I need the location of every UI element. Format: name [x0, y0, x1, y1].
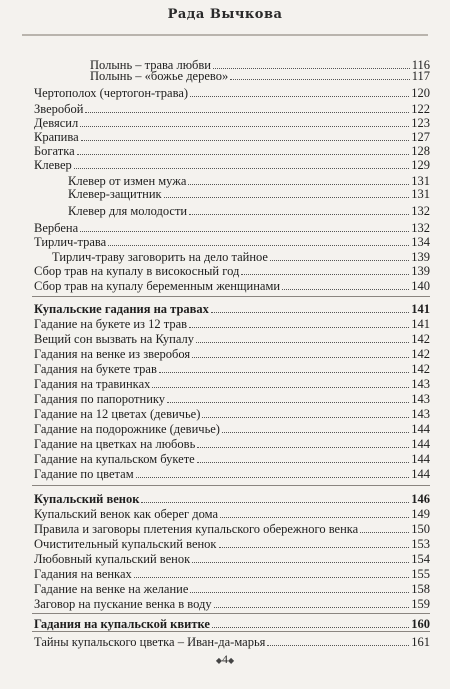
- dot-leader: [220, 516, 409, 518]
- toc-entry-page: 144: [411, 437, 430, 451]
- author-name: Рада Вычкова: [167, 7, 283, 22]
- section-divider: [32, 485, 430, 486]
- toc-entry-page: 141: [411, 317, 430, 331]
- toc-entry-page: 159: [411, 597, 430, 611]
- toc-entry-title: Девясил: [34, 116, 79, 130]
- toc-entry-title: Полынь – «божье дерево»: [90, 69, 229, 83]
- toc-entry-title: Любовный купальский венок: [34, 552, 191, 566]
- ornament-right-icon: ◆: [228, 656, 235, 665]
- toc-entry-title: Гадание на венке на желание: [34, 582, 189, 596]
- toc-entry-title: Вербена: [34, 221, 79, 235]
- dot-leader: [360, 531, 409, 533]
- toc-entry-title: Клевер для молодости: [68, 204, 188, 218]
- toc-entry-page: 120: [411, 86, 430, 100]
- dot-leader: [85, 111, 409, 113]
- dot-leader: [270, 259, 409, 261]
- section-divider: [32, 631, 430, 632]
- toc-entry-title: Чертополох (чертогон-трава): [34, 86, 189, 100]
- running-header: [22, 0, 428, 36]
- toc-entry-title: Тайны купальского цветка – Иван-да-марья: [34, 635, 266, 649]
- dot-leader: [136, 476, 410, 478]
- toc-entry-page: 144: [411, 422, 430, 436]
- dot-leader: [77, 153, 410, 155]
- toc-entry[interactable]: [0, 85, 450, 102]
- toc-entry-page: 154: [411, 552, 430, 566]
- dot-leader: [108, 244, 409, 246]
- toc-entry-title: Гадание на купальском букете: [34, 452, 195, 466]
- toc-entry-page: 116: [411, 58, 430, 72]
- toc-entry-page: 150: [411, 522, 430, 536]
- toc-entry-page: 141: [411, 302, 430, 316]
- toc-entry-page: 143: [411, 377, 430, 391]
- toc-entry[interactable]: [0, 186, 450, 203]
- toc-entry-page: 142: [411, 362, 430, 376]
- toc-entry-title: Крапива: [34, 130, 79, 144]
- toc-entry-title: Гадания на купальской квитке: [34, 617, 210, 631]
- toc-entry[interactable]: [0, 203, 450, 220]
- toc-entry-page: 161: [411, 635, 430, 649]
- toc-entry-title: Гадания на венках: [34, 567, 132, 581]
- dot-leader: [241, 273, 409, 275]
- dot-leader: [164, 196, 410, 198]
- toc-entry[interactable]: [0, 68, 450, 85]
- toc-entry[interactable]: [0, 157, 450, 174]
- toc-entry-title: Гадание на 12 цветах (девичье): [34, 407, 201, 421]
- toc-entry-title: Гадания на венке из зверобоя: [34, 347, 191, 361]
- toc-entry-title: Гадание на подорожнике (девичье): [34, 422, 220, 436]
- toc-entry-page: 140: [411, 279, 430, 293]
- dot-leader: [230, 78, 409, 80]
- toc-entry-page: 144: [411, 467, 430, 481]
- toc-entry-title: Гадания на травинках: [34, 377, 151, 391]
- dot-leader: [134, 576, 410, 578]
- toc-entry-page: 143: [411, 392, 430, 406]
- toc-entry[interactable]: [0, 466, 450, 483]
- toc-entry-page: 149: [411, 507, 430, 521]
- toc-entry-page: 131: [411, 187, 430, 201]
- dot-leader: [222, 431, 409, 433]
- dot-leader: [167, 401, 409, 403]
- dot-leader: [196, 341, 409, 343]
- dot-leader: [80, 230, 409, 232]
- toc-entry-page: 155: [411, 567, 430, 581]
- toc-entry-title: Клевер-защитник: [68, 187, 162, 201]
- toc-entry-title: Клевер: [34, 158, 72, 172]
- toc-entry-title: Купальский венок: [34, 492, 140, 506]
- toc-entry-title: Зверобой: [34, 102, 84, 116]
- section-divider: [32, 613, 430, 614]
- toc-entry-page: 153: [411, 537, 430, 551]
- toc-entry-page: 142: [411, 332, 430, 346]
- dot-leader: [214, 606, 410, 608]
- toc-entry-title: Гадание на цветках на любовь: [34, 437, 196, 451]
- dot-leader: [211, 311, 409, 313]
- dot-leader: [212, 626, 409, 628]
- dot-leader: [282, 288, 409, 290]
- dot-leader: [267, 644, 409, 646]
- page-footer: [0, 652, 450, 667]
- ornament-left-icon: ◆: [215, 656, 222, 665]
- toc-entry-page: 139: [411, 264, 430, 278]
- dot-leader: [202, 416, 409, 418]
- toc-entry-page: 123: [411, 116, 430, 130]
- toc-entry-page: 134: [411, 235, 430, 249]
- toc-entry-page: 143: [411, 407, 430, 421]
- toc-entry-page: 127: [411, 130, 430, 144]
- toc-entry-title: Полынь – трава любви: [90, 58, 211, 72]
- toc-entry-title: Сбор трав на купалу беременным женщинами: [34, 279, 281, 293]
- dot-leader: [159, 371, 409, 373]
- toc-entry-page: 160: [411, 617, 430, 631]
- toc-entry-page: 139: [411, 250, 430, 264]
- toc-entry-title: Сбор трав на купалу в високосный год: [34, 264, 240, 278]
- toc-entry-title: Гадания на букете трав: [34, 362, 157, 376]
- toc-entry-page: 129: [411, 158, 430, 172]
- toc-entry-page: 132: [411, 221, 430, 235]
- toc-entry-page: 144: [411, 452, 430, 466]
- dot-leader: [197, 446, 409, 448]
- toc-entry-page: 146: [411, 492, 430, 506]
- dot-leader: [219, 546, 410, 548]
- dot-leader: [192, 356, 409, 358]
- toc-entry-page: 117: [411, 69, 430, 83]
- toc-entry-page: 142: [411, 347, 430, 361]
- toc-entry-title: Тирлич-трава: [34, 235, 107, 249]
- dot-leader: [189, 326, 409, 328]
- section-divider: [32, 296, 430, 297]
- dot-leader: [152, 386, 409, 388]
- dot-leader: [81, 139, 410, 141]
- page-number: 4: [222, 652, 228, 666]
- toc-entry-page: 158: [411, 582, 430, 596]
- toc-entry-title: Купальские гадания на травах: [34, 302, 209, 316]
- toc-entry[interactable]: [0, 278, 450, 295]
- dot-leader: [190, 95, 409, 97]
- toc-entry[interactable]: [0, 596, 450, 613]
- toc-entry-title: Заговор на пускание венка в воду: [34, 597, 212, 611]
- dot-leader: [188, 183, 409, 185]
- toc-entry-title: Богатка: [34, 144, 75, 158]
- dot-leader: [80, 125, 409, 127]
- toc-entry-title: Гадание на букете из 12 трав: [34, 317, 188, 331]
- dot-leader: [141, 501, 409, 503]
- dot-leader: [74, 167, 409, 169]
- toc-entry-page: 131: [411, 174, 430, 188]
- toc-entry-page: 132: [411, 204, 430, 218]
- dot-leader: [192, 561, 409, 563]
- toc-entry-title: Тирлич-траву заговорить на дело тайное: [52, 250, 268, 264]
- toc-entry-title: Клевер от измен мужа: [68, 174, 187, 188]
- toc-entry-title: Купальский венок как оберег дома: [34, 507, 218, 521]
- dot-leader: [189, 213, 409, 215]
- toc-entry-title: Правила и заговоры плетения купальского обережного венка: [34, 522, 359, 536]
- toc-entry-title: Вещий сон вызвать на Купалу: [34, 332, 194, 346]
- dot-leader: [197, 461, 410, 463]
- toc-entry-title: Гадания по папоротнику: [34, 392, 166, 406]
- toc-entry[interactable]: [0, 634, 450, 651]
- toc-entry-title: Очистительный купальский венок: [34, 537, 217, 551]
- toc-entry-title: Гадание по цветам: [34, 467, 134, 481]
- toc-entry-page: 128: [411, 144, 430, 158]
- toc-entry-page: 122: [411, 102, 430, 116]
- dot-leader: [190, 591, 409, 593]
